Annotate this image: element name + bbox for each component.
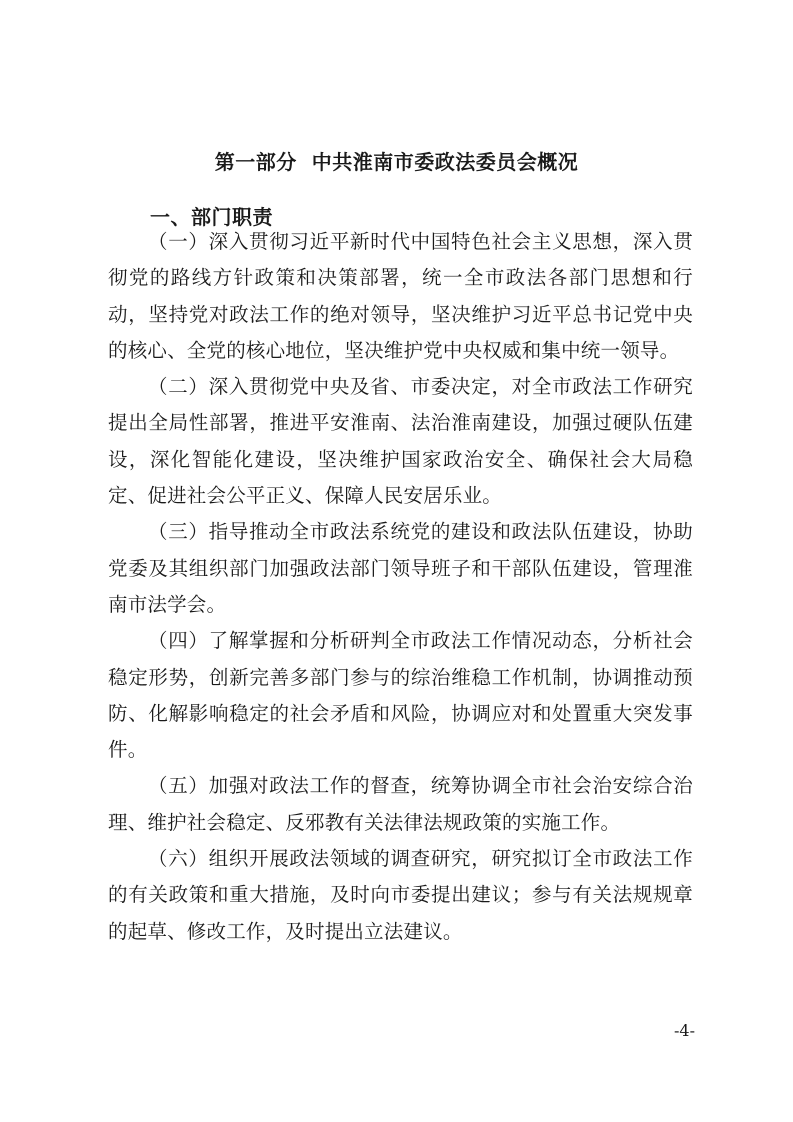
paragraph-2: （二）深入贯彻党中央及省、市委决定，对全市政法工作研究提出全局性部署，推进平安淮南、法治淮南建设，加强过硬队伍建设，深化智能化建设，坚决维护国家政治安全、确保社会大局稳定、促进社会公平正义、保障人民安居乐业。 [108, 375, 693, 508]
document-title: 第一部分 中共淮南市委政法委员会概况 [214, 150, 579, 174]
paragraph-1: （一）深入贯彻习近平新时代中国特色社会主义思想，深入贯彻党的路线方针政策和决策部署，统一全市政法各部门思想和行动，坚持党对政法工作的绝对领导，坚决维护习近平总书记党中央的核心、全党的核心地位，坚决维护党中央权威和集中统一领导。 [108, 230, 693, 362]
section-heading: 一、部门职责 [150, 205, 273, 229]
paragraph-4: （四）了解掌握和分析研判全市政法工作情况动态，分析社会稳定形势，创新完善多部门参与的综治维稳工作机制，协调推动预防、化解影响稳定的社会矛盾和风险，协调应对和处置重大突发事件。 [108, 629, 693, 762]
paragraph-6: （六）组织开展政法领域的调查研究，研究拟订全市政法工作的有关政策和重大措施，及时向市委提出建议；参与有关法规规章的起草、修改工作，及时提出立法建议。 [108, 847, 693, 943]
page-number: -4- [674, 1021, 695, 1040]
document-body [108, 224, 693, 950]
paragraph-3: （三）指导推动全市政法系统党的建设和政法队伍建设，协助党委及其组织部门加强政法部门领导班子和干部队伍建设，管理淮南市法学会。 [108, 520, 693, 616]
paragraph-5: （五）加强对政法工作的督查，统筹协调全市社会治安综合治理、维护社会稳定、反邪教有关法律法规政策的实施工作。 [108, 774, 693, 834]
